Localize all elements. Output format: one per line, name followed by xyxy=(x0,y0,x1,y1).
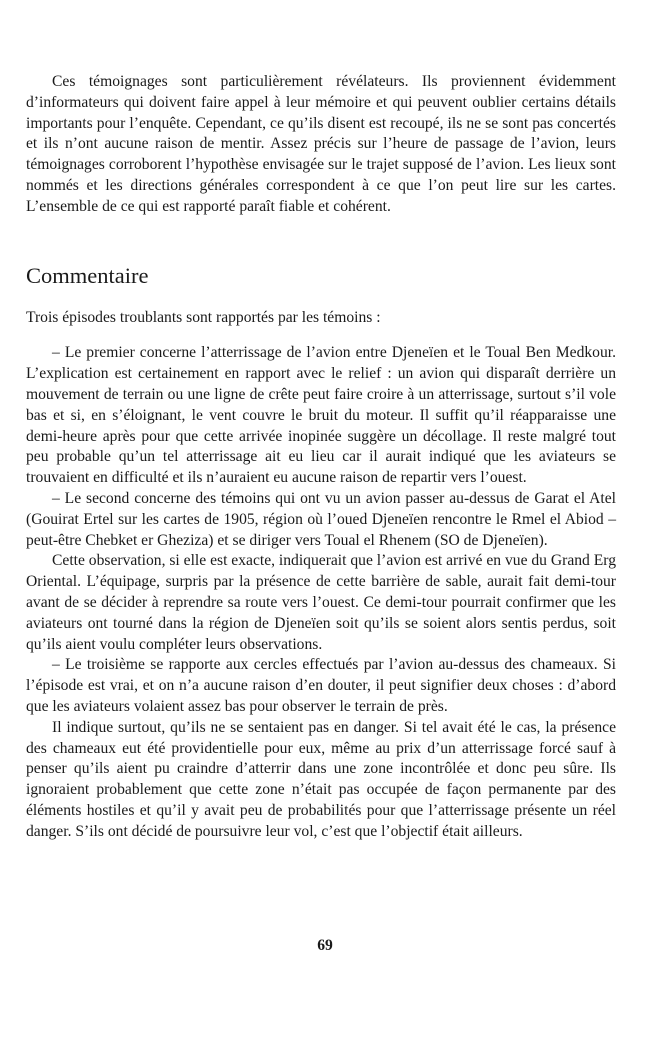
paragraph-conclusion: Il indique surtout, qu’ils ne se sentaient pas en danger. Si tel avait été le cas, la présence des chameaux eut été providentielle pour eux, même au prix d’un atterrissage forcé sauf à penser qu’ils aient pu craindre d’atterrir dans une zone incontrôlée et donc peu sûre. Ils ignoraient probablement que cette zone n’était pas occupée de façon permanente par des éléments hostiles et qu’il y avait peu de probabilités pour que l’atterrissage présente un réel danger. S’ils ont décidé de poursuivre leur vol, c’est que l’objectif était ailleurs. xyxy=(26,718,616,840)
paragraph-second-episode: – Le second concerne des témoins qui ont vu un avion passer au-dessus de Garat el Atel (Gouirat Ertel sur les cartes de 1905, région où l’oued Djeneïen rencontre le Rmel el Abiod – peut-être Chebket er Gheziza) et se diriger vers Toual el Rhenem (SO de Djeneïen). xyxy=(26,489,616,549)
section-heading: Commentaire xyxy=(26,262,149,288)
intro-line: Trois épisodes troublants sont rapportés par les témoins : xyxy=(26,308,381,326)
paragraph-observation: Cette observation, si elle est exacte, indiquerait que l’avion est arrivé en vue du Grand Erg Oriental. L’équipage, surpris par la présence de cette barrière de sable, aurait fait demi-tour avant de se décider à reprendre sa route vers l’ouest. Ce demi-tour pourrait confirmer que les aviateurs ont tourné dans la région de Djeneïen soit qu’ils se soient alors sentis perdus, soit qu’ils aient voulu compléter leurs observations. xyxy=(26,552,616,653)
paragraph-first-episode: – Le premier concerne l’atterrissage de l’avion entre Djeneïen et le Toual Ben Medkour. L’explication est certainement en rapport avec le relief : un avion qui disparaît derrière un mouvement de terrain ou une ligne de crête peut faire croire à un atterrissage, surtout s’il vole bas et si, en s’éloignant, le vent couvre le bruit du moteur. Il suffit qu’il réapparaisse une demi-heure après pour que cette arrivée inopinée suggère un décollage. Il reste malgré tout peu probable qu’un tel atterrissage ait eu lieu car il aurait indiqué que les aviateurs se trouvaient en difficulté et ils n’auraient eu aucune raison de repartir vers l’ouest. xyxy=(26,344,616,487)
page-content xyxy=(26,72,616,843)
page-number: 69 xyxy=(317,937,333,954)
paragraph-third-episode: – Le troisième se rapporte aux cercles effectués par l’avion au-dessus des chameaux. Si l’épisode est vrai, et on n’a aucune raison d’en douter, il peut signifier deux choses : d’abord que les aviateurs volaient assez bas pour observer le terrain de près. xyxy=(26,656,616,715)
paragraph-testimonies: Ces témoignages sont particulièrement révélateurs. Ils proviennent évidemment d’informateurs qui doivent faire appel à leur mémoire et qui peuvent oublier certains détails importants pour l’enquête. Cependant, ce qu’ils disent est recoupé, ils ne se sont pas concertés et ils n’ont aucune raison de mentir. Assez précis sur l’heure de passage de l’avion, leurs témoignages corroborent l’hypothèse envisagée sur le trajet supposé de l’avion. Les lieux sont nommés et les directions générales correspondent à ce que l’on peut lire sur les cartes. L’ensemble de ce qui est rapporté paraît fiable et cohérent. xyxy=(26,73,616,215)
